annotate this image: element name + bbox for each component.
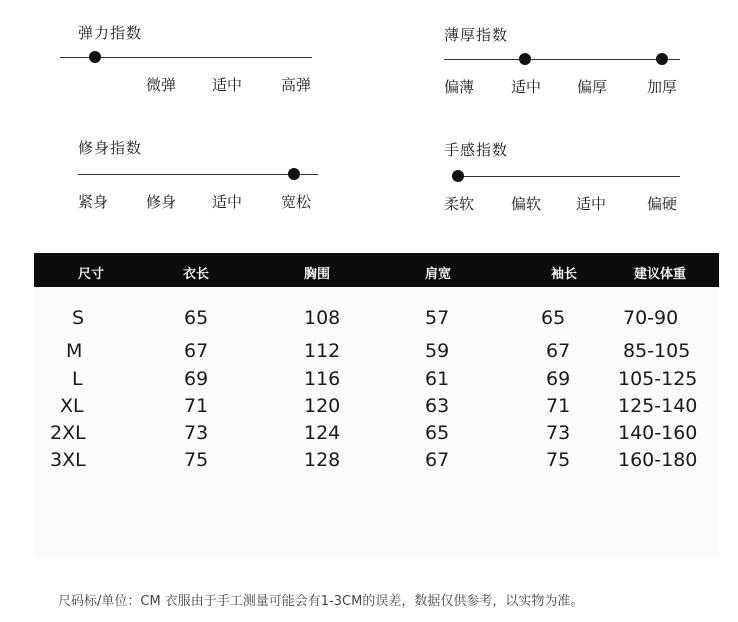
- indicator-marker: [656, 53, 668, 65]
- indicator-marker: [519, 53, 531, 65]
- indicator-label: 柔软: [444, 195, 475, 213]
- indicator-label: 适中: [212, 193, 243, 211]
- table-cell: 70-90: [623, 307, 679, 329]
- indicator-title: 手感指数: [444, 141, 509, 159]
- table-cell: 67: [546, 340, 571, 362]
- table-header-size: 尺寸: [78, 267, 105, 282]
- table-cell-size: 3XL: [50, 449, 86, 471]
- table-cell: 65: [425, 422, 450, 444]
- table-cell: 75: [546, 449, 571, 471]
- indicator-label: 偏硬: [647, 195, 678, 213]
- indicator-label: 偏薄: [444, 78, 475, 96]
- table-cell: 57: [425, 307, 450, 329]
- table-cell-size: L: [72, 368, 83, 390]
- indicator-title: 修身指数: [78, 139, 143, 157]
- table-cell: 69: [546, 368, 571, 390]
- indicator-label: 加厚: [647, 78, 678, 96]
- indicator-marker: [288, 168, 300, 180]
- table-cell: 140-160: [618, 422, 698, 444]
- table-header-length: 衣长: [183, 267, 210, 282]
- table-cell: 128: [304, 449, 341, 471]
- table-cell: 108: [304, 307, 341, 329]
- table-cell-size: 2XL: [50, 422, 86, 444]
- indicator-thickness: [444, 22, 724, 112]
- table-header-shoulder: 肩宽: [425, 267, 452, 282]
- indicator-scale-line: [444, 59, 680, 60]
- table-cell: 65: [541, 307, 566, 329]
- indicator-marker: [452, 170, 464, 182]
- table-cell: 63: [425, 395, 450, 417]
- table-cell: 71: [546, 395, 571, 417]
- table-cell: 75: [184, 449, 209, 471]
- table-cell-size: S: [72, 307, 85, 329]
- table-cell: 73: [546, 422, 571, 444]
- table-header-sleeve: 袖长: [551, 267, 578, 282]
- indicator-label: 宽松: [281, 193, 312, 211]
- indicator-scale-line: [78, 174, 318, 175]
- table-cell: 59: [425, 340, 450, 362]
- indicator-fit: [60, 137, 340, 227]
- table-cell: 124: [304, 422, 341, 444]
- indicator-marker: [89, 51, 101, 63]
- table-cell: 112: [304, 340, 341, 362]
- table-cell: 73: [184, 422, 209, 444]
- indicator-label: 偏厚: [577, 78, 608, 96]
- table-cell: 125-140: [618, 395, 698, 417]
- indicator-label: 适中: [511, 78, 542, 96]
- measurement-note: 尺码标/单位：CM 衣服由于手工测量可能会有1-3CM的误差，数据仅供参考，以实物为准。: [58, 594, 584, 609]
- indicator-label: 修身: [146, 193, 177, 211]
- table-cell: 71: [184, 395, 209, 417]
- table-cell: 160-180: [618, 449, 698, 471]
- table-cell: 85-105: [623, 340, 691, 362]
- indicator-label: 高弹: [281, 76, 312, 94]
- table-cell: 105-125: [618, 368, 698, 390]
- indicator-label: 紧身: [78, 193, 109, 211]
- table-header-chest: 胸围: [304, 267, 331, 282]
- size-table-header-band: [34, 253, 719, 287]
- indicator-title: 弹力指数: [78, 24, 143, 42]
- indicator-label: 适中: [212, 76, 243, 94]
- size-table-body: [34, 287, 719, 557]
- table-cell: 69: [184, 368, 209, 390]
- table-cell: 120: [304, 395, 341, 417]
- table-cell: 67: [425, 449, 450, 471]
- indicator-hand-feel: [444, 139, 724, 229]
- table-cell: 65: [184, 307, 209, 329]
- indicator-title: 薄厚指数: [444, 26, 509, 44]
- table-cell-size: M: [66, 340, 83, 362]
- indicator-scale-line: [452, 176, 680, 177]
- table-header-weight: 建议体重: [634, 267, 687, 282]
- indicator-label: 适中: [576, 195, 607, 213]
- table-cell: 116: [304, 368, 341, 390]
- table-cell: 67: [184, 340, 209, 362]
- indicator-label: 微弹: [146, 76, 177, 94]
- indicator-elasticity: [60, 22, 340, 112]
- table-cell: 61: [425, 368, 450, 390]
- table-cell-size: XL: [60, 395, 84, 417]
- indicator-label: 偏软: [511, 195, 542, 213]
